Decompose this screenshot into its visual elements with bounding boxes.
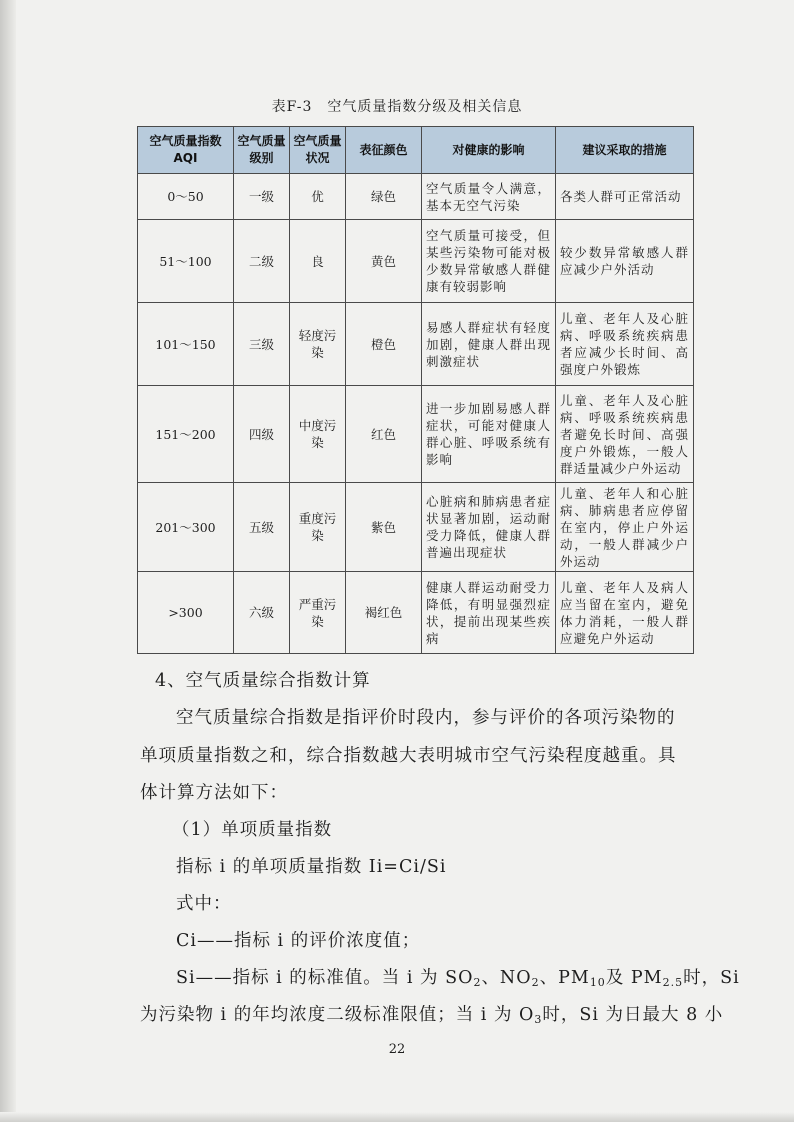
cell-aqi: 0～50 [138,174,234,220]
table-row [138,220,694,303]
cell-advice: 各类人群可正常活动 [556,174,694,220]
cell-status: 中度污染 [290,386,346,483]
cell-status: 轻度污染 [290,303,346,386]
header-aqi: 空气质量指数AQI [138,127,234,174]
cell-advice: 较少数异常敏感人群应减少户外活动 [556,220,694,303]
cell-level: 三级 [234,303,290,386]
paragraph-line: 体计算方法如下： [140,783,288,803]
cell-advice: 儿童、老年人和心脏病、肺病患者应停留在室内，停止户外运动，一般人群减少户外运动 [556,483,694,572]
cell-color: 红色 [346,386,422,483]
cell-level: 五级 [234,483,290,572]
header-color: 表征颜色 [346,127,422,174]
cell-color: 橙色 [346,303,422,386]
paragraph-line: 空气质量综合指数是指评价时段内，参与评价的各项污染物的 [176,708,676,728]
cell-status: 优 [290,174,346,220]
cell-status: 严重污染 [290,572,346,654]
cell-health: 易感人群症状有轻度加剧，健康人群出现刺激症状 [422,303,556,386]
page-bottom-shadow [0,1112,794,1122]
cell-status: 良 [290,220,346,303]
cell-health: 健康人群运动耐受力降低，有明显强烈症状，提前出现某些疾病 [422,572,556,654]
cell-level: 一级 [234,174,290,220]
table-row [138,386,694,483]
section-heading: 4、空气质量综合指数计算 [155,671,371,691]
si-definition-line1: Si——指标 i 的标准值。当 i 为 $SO_2$、$NO_2$、$PM_{10}$及 $PM_{2.5}$时，Si [176,968,740,989]
page-edge-shadow [0,0,16,1122]
cell-color: 黄色 [346,220,422,303]
cell-level: 四级 [234,386,290,483]
cell-color: 紫色 [346,483,422,572]
table-row [138,303,694,386]
cell-health: 心脏病和肺病患者症状显著加剧，运动耐受力降低，健康人群普遍出现症状 [422,483,556,572]
paragraph-line: 单项质量指数之和，综合指数越大表明城市空气污染程度越重。具 [140,746,677,766]
cell-level: 二级 [234,220,290,303]
cell-level: 六级 [234,572,290,654]
cell-advice: 儿童、老年人及心脏病、呼吸系统疾病患者应减少长时间、高强度户外锻炼 [556,303,694,386]
table-row [138,174,694,220]
cell-color: 褐红色 [346,572,422,654]
header-advice: 建议采取的措施 [556,127,694,174]
header-health: 对健康的影响 [422,127,556,174]
si-definition-line2: 为污染物 i 的年均浓度二级标准限值；当 i 为 $O_3$时，Si 为日最大 8 小 [140,1005,724,1026]
table-row [138,483,694,572]
formula-line: 指标 i 的单项质量指数 Ii=Ci/Si [176,857,447,877]
table-row [138,572,694,654]
cell-health: 空气质量令人满意，基本无空气污染 [422,174,556,220]
aqi-table [137,126,694,654]
header-status: 空气质量状况 [290,127,346,174]
cell-health: 进一步加剧易感人群症状，可能对健康人群心脏、呼吸系统有影响 [422,386,556,483]
cell-aqi: 151～200 [138,386,234,483]
cell-color: 绿色 [346,174,422,220]
cell-advice: 儿童、老年人及病人应当留在室内，避免体力消耗，一般人群应避免户外运动 [556,572,694,654]
header-level: 空气质量级别 [234,127,290,174]
where-label: 式中： [176,894,232,914]
table-caption: 表F-3 空气质量指数分级及相关信息 [271,99,523,115]
page-number: 22 [388,1042,406,1057]
ci-definition: Ci——指标 i 的评价浓度值； [176,931,421,951]
cell-status: 重度污染 [290,483,346,572]
table-header-row [138,127,694,174]
cell-aqi: 101～150 [138,303,234,386]
cell-aqi: 51～100 [138,220,234,303]
cell-health: 空气质量可接受，但某些污染物可能对极少数异常敏感人群健康有较弱影响 [422,220,556,303]
sub-heading: （1）单项质量指数 [172,820,333,840]
cell-advice: 儿童、老年人及心脏病、呼吸系统疾病患者避免长时间、高强度户外锻炼，一般人群适量减少户外运动 [556,386,694,483]
cell-aqi: >300 [138,572,234,654]
cell-aqi: 201～300 [138,483,234,572]
